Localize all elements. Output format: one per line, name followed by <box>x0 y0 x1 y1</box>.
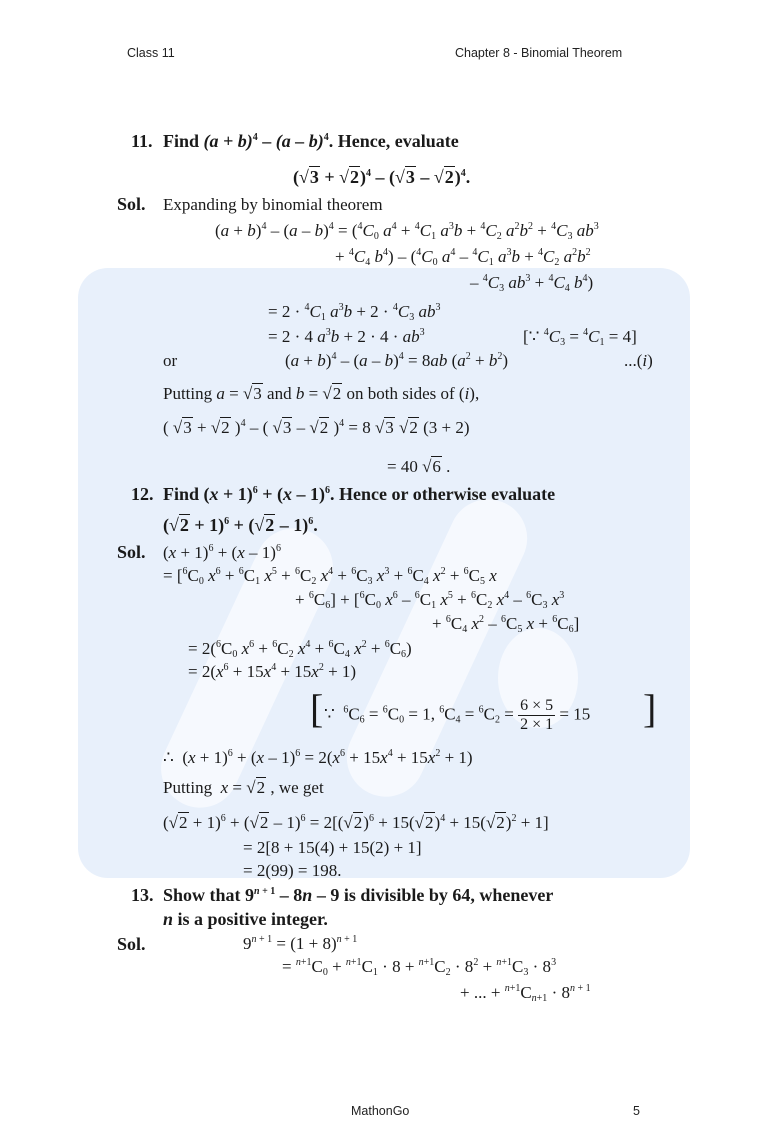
solution-label: Sol. <box>117 934 146 954</box>
math-line: ∴ $(x + 1)^6 + (x - 1)^6 = 2(x^6 + 15x^4 + 15x^2 + 1)$ <box>163 748 473 767</box>
equation-label: ...(i) <box>624 351 653 370</box>
math-line: $(√2 + 1)^6 + (√2 - 1)^6 = 2[(√2)^6 + 15(√2)^4 + 15(√2)^2 + 1]$ <box>163 813 549 832</box>
math-line: = 40 √6 . <box>387 457 451 476</box>
math-line: – $^4C_3$ $ab^3 + ^4C_4$ $b^4$) <box>470 273 594 294</box>
question-11-expression: $(√3 + √2)^4 - (√3 - √2)^4$. <box>293 167 471 187</box>
math-line: ( √3 + √2 )$^4$ – ( √3 – √2 )$^4$ = 8 √3 √2 (3 + 2) <box>163 418 470 437</box>
math-line: $(x + 1)^6 + (x - 1)^6$ <box>163 543 281 562</box>
math-line: + $^6C_6] + [^6C_0$ $x^6 - ^6C_1$ $x^5 + ^6C_2$ $x^4 - ^6C_3$ $x^3$ <box>295 590 565 611</box>
question-number: 11. <box>131 131 153 151</box>
question-number: 13. <box>131 885 154 905</box>
bracket-left: [ <box>310 686 324 731</box>
math-line: $9^{n + 1} = (1 + 8)^{n + 1}$ <box>243 934 358 953</box>
math-line: Putting a = √3 and b = √2 on both sides of (i), <box>163 384 480 403</box>
question-12-prompt: Find $(x + 1)^6 + (x - 1)^6$. Hence or otherwise evaluate <box>163 484 556 504</box>
question-12-expression: $(√2 + 1)^6 + (√2 - 1)^6$. <box>163 515 318 535</box>
math-line: + ... + $^{n+1}C_{n+1} \cdot 8^{n + 1}$ <box>460 983 591 1004</box>
bracket-right: ] <box>643 686 657 731</box>
math-note: [∵ $^4C_3 = ^4C_1 = 4$] <box>523 327 637 348</box>
math-line: = 2[8 + 15(4) + 15(2) + 1] <box>243 838 422 857</box>
math-note: ∵ $^6C_6 = ^6C_0 = 1$, $^6C_4 = ^6C_2$ = $\frac{6 \times 5}{2 \times 1}$ = 15 <box>324 697 591 733</box>
question-13-prompt-line2: n is a positive integer. <box>163 909 328 929</box>
solution-label: Sol. <box>117 542 146 562</box>
math-line: Putting x = √2 , we get <box>163 778 324 797</box>
solution-label: Sol. <box>117 194 146 214</box>
math-line: + $^4C_4$ $b^4) - (^4C_0$ $a^4 - ^4C_1$ $a^3b + ^4C_2$ $a^2b^2$ <box>335 247 591 268</box>
question-11-prompt: Find $(a + b)^4 - (a - b)^4$. Hence, evaluate <box>163 131 459 151</box>
math-line: $(a + b)^4 - (a - b)^4 = 8ab$ $(a^2 + b^2)$ <box>285 351 509 370</box>
question-number: 12. <box>131 484 154 504</box>
math-line: = [$^6C_0$ $x^6 + ^6C_1$ $x^5 + ^6C_2$ $x^4 + ^6C_3$ $x^3 + ^6C_4$ $x^2 + ^6C_5$ x <box>163 566 497 587</box>
math-line: = 2(99) = 198. <box>243 861 342 880</box>
solution-text: Expanding by binomial theorem <box>163 195 383 214</box>
math-line: + $^6C_4$ $x^2 - ^6C_5$ $x + ^6C_6$] <box>432 614 580 635</box>
question-13-prompt: Show that $9^{n + 1} - 8n - 9$ is divisible by 64, whenever <box>163 885 554 905</box>
footer-brand: MathonGo <box>351 1104 410 1118</box>
header-chapter: Chapter 8 - Binomial Theorem <box>455 46 623 60</box>
math-line: = $2(^6C_0$ $x^6 + ^6C_2$ $x^4 + ^6C_4$ $x^2 + ^6C_6$) <box>188 639 412 660</box>
math-line: = $^{n+1}C_0 + ^{n+1}C_1 \cdot 8 + ^{n+1}C_2 \cdot 8^2 + ^{n+1}C_3 \cdot 8^3$ <box>282 957 557 978</box>
header-class: Class 11 <box>127 46 175 60</box>
page-number: 5 <box>633 1104 640 1118</box>
math-line: = $2 \cdot ^4C_1$ $a^3b + 2 \cdot ^4C_3$ $ab^3$ <box>268 302 441 323</box>
or-label: or <box>163 351 178 370</box>
math-line: = 2 · 4 $a^3b + 2 \cdot 4 \cdot ab^3$ <box>268 327 425 346</box>
math-line: $(a + b)^4 - (a - b)^4 = (^4C_0$ $a^4 + ^4C_1$ $a^3b + ^4C_2$ $a^2b^2 + ^4C_3$ $ab^3$ <box>215 221 599 242</box>
math-line: = $2(x^6 + 15x^4 + 15x^2 + 1)$ <box>188 662 357 681</box>
